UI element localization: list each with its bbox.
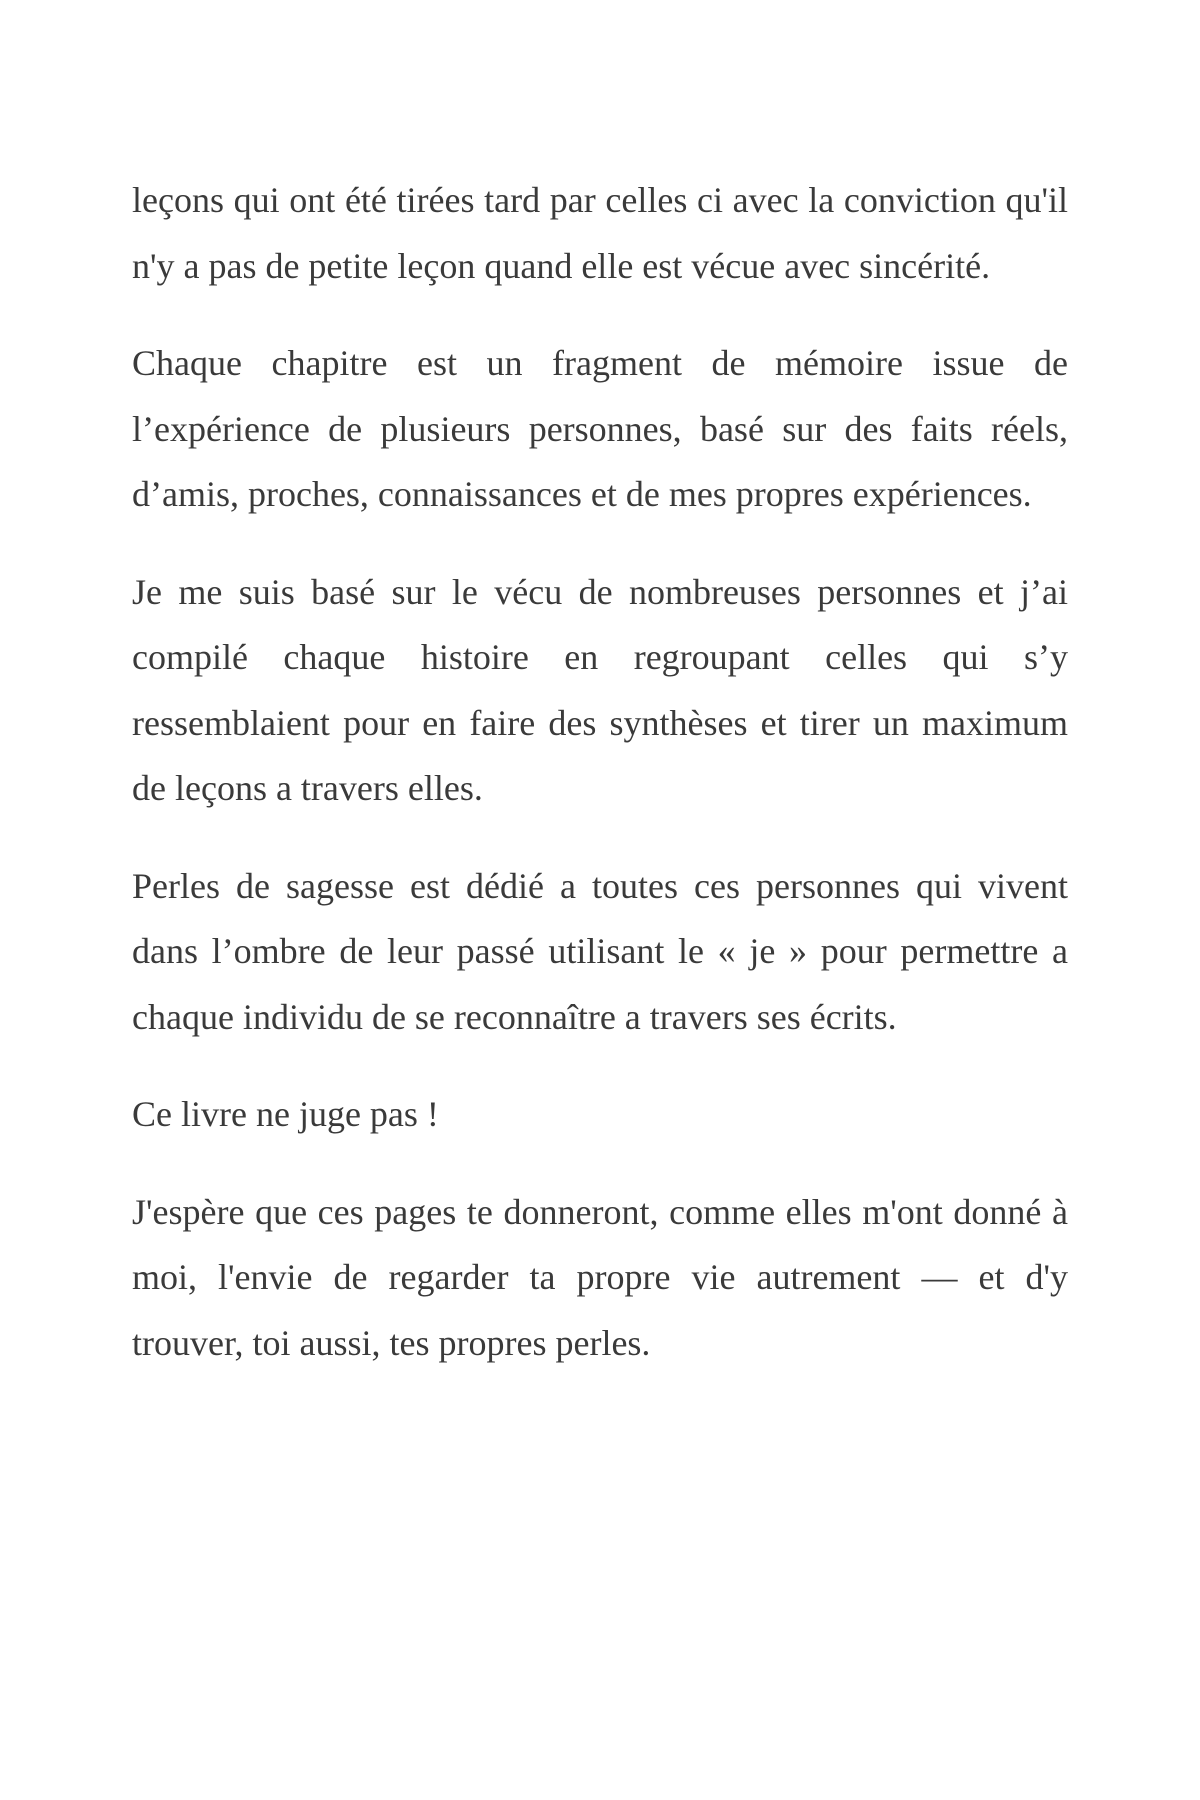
paragraph-5: Ce livre ne juge pas ! [132, 1094, 439, 1134]
body-text [132, 168, 1068, 1376]
paragraph-6: J'espère que ces pages te donneront, comme elles m'ont donné à moi, l'envie de regarder ta propre vie autrement — et d'y trouver, toi aussi, tes propres perles. [132, 1191, 1068, 1363]
paragraph-2: Chaque chapitre est un fragment de mémoire issue de l’expérience de plusieurs personnes, basé sur des faits réels, d’amis, proches, connaissances et de mes propres expériences. [132, 343, 1068, 514]
paragraph-4: Perles de sagesse est dédié a toutes ces personnes qui vivent dans l’ombre de leur passé utilisant le « je » pour permettre a chaque individu de se reconnaître a travers ses écrits. [132, 865, 1068, 1037]
paragraph-3: Je me suis basé sur le vécu de nombreuses personnes et j’ai compilé chaque histoire en regroupant celles qui s’y ressemblaient pour en faire des synthèses et tirer un maximum de leçons a travers elles. [132, 571, 1068, 808]
paragraph-1: leçons qui ont été tirées tard par celles ci avec la conviction qu'il n'y a pas de petite leçon quand elle est vécue avec sincérité. [132, 180, 1068, 286]
